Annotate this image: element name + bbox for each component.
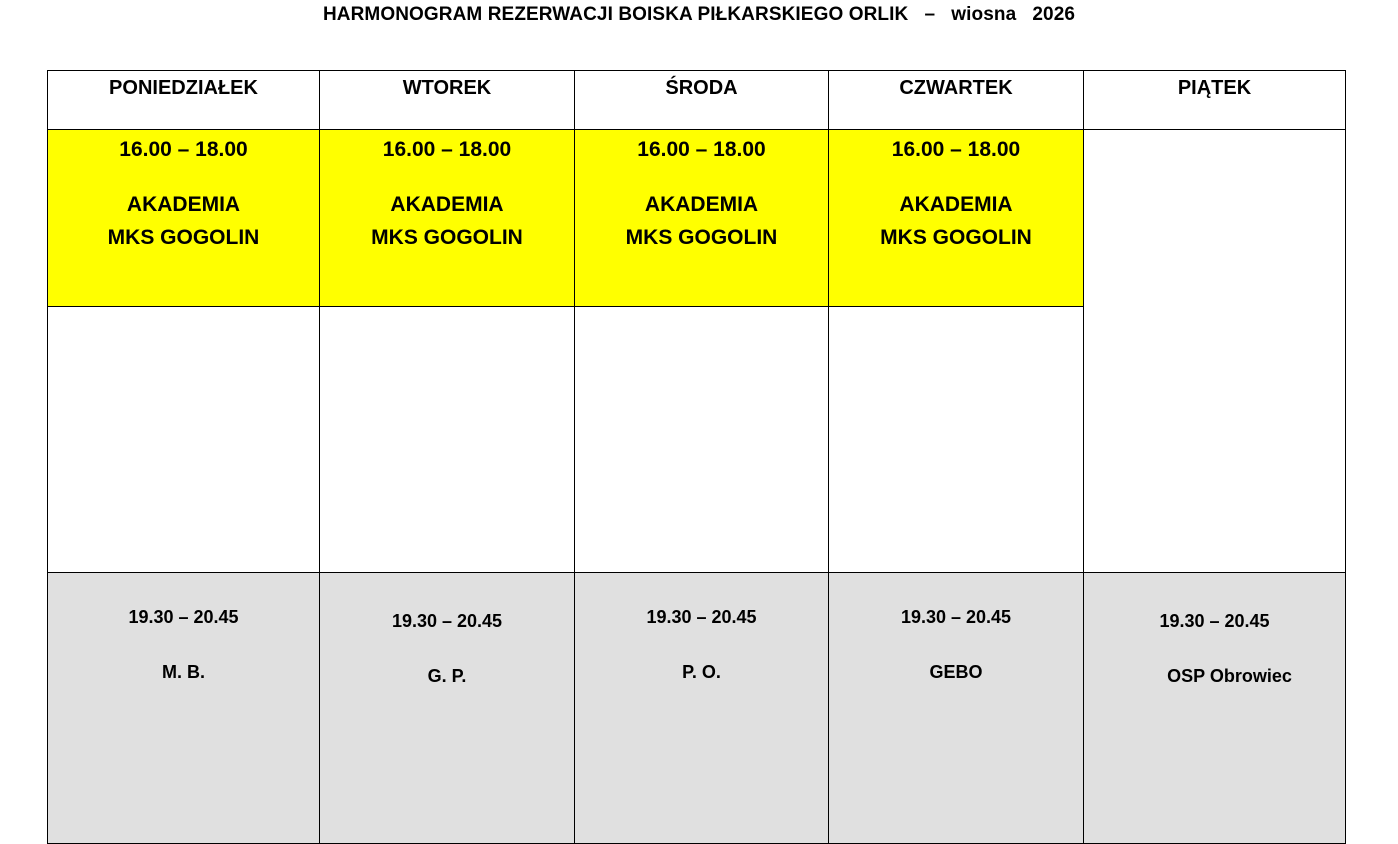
empty-slot-thursday [829, 307, 1084, 573]
afternoon-slot-monday [48, 130, 320, 307]
evening-slot-friday [1084, 573, 1346, 844]
evening-row [48, 573, 1346, 844]
evening-slot-monday [48, 573, 320, 844]
empty-slot-wednesday [575, 307, 829, 573]
schedule-table [47, 70, 1346, 844]
slot-organization: OSP Obrowiec [1167, 666, 1292, 686]
slot-organization: AKADEMIA MKS GOGOLIN [625, 193, 778, 249]
day-label: PIĄTEK [1177, 77, 1252, 99]
slot-time: 16.00 – 18.00 [637, 138, 766, 161]
slot-organization: AKADEMIA MKS GOGOLIN [107, 193, 260, 249]
slot-organization: P. O. [682, 662, 721, 682]
slot-time: 19.30 – 20.45 [900, 607, 1012, 627]
slot-organization: M. B. [162, 662, 205, 682]
day-label: PONIEDZIAŁEK [109, 77, 258, 99]
day-label: CZWARTEK [899, 77, 1013, 99]
slot-organization: AKADEMIA MKS GOGOLIN [880, 193, 1032, 249]
evening-slot-thursday [829, 573, 1084, 844]
afternoon-slot-thursday [829, 130, 1084, 307]
empty-slot-tuesday [320, 307, 575, 573]
page-title: HARMONOGRAM REZERWACJI BOISKA PIŁKARSKIEGO ORLIK – wiosna 2026 [322, 4, 1076, 25]
empty-slot-monday [48, 307, 320, 573]
slot-time: 19.30 – 20.45 [128, 607, 239, 627]
day-label: WTOREK [402, 77, 492, 99]
slot-organization: AKADEMIA MKS GOGOLIN [371, 193, 523, 249]
afternoon-slot-tuesday [320, 130, 575, 307]
slot-organization: G. P. [427, 666, 467, 686]
evening-slot-wednesday [575, 573, 829, 844]
empty-slot-friday [1084, 130, 1346, 573]
slot-organization: GEBO [929, 662, 983, 682]
day-header-tuesday [320, 71, 575, 130]
day-header-thursday [829, 71, 1084, 130]
day-label: ŚRODA [665, 77, 738, 99]
slot-time: 16.00 – 18.00 [891, 138, 1021, 161]
day-header-monday [48, 71, 320, 130]
slot-time: 19.30 – 20.45 [1159, 611, 1270, 631]
day-header-friday [1084, 71, 1346, 130]
afternoon-row [48, 130, 1346, 307]
slot-time: 16.00 – 18.00 [382, 138, 512, 161]
day-header-row [48, 71, 1346, 130]
slot-time: 19.30 – 20.45 [391, 611, 503, 631]
evening-slot-tuesday [320, 573, 575, 844]
slot-time: 19.30 – 20.45 [646, 607, 757, 627]
day-header-wednesday [575, 71, 829, 130]
afternoon-slot-wednesday [575, 130, 829, 307]
slot-time: 16.00 – 18.00 [119, 138, 248, 161]
